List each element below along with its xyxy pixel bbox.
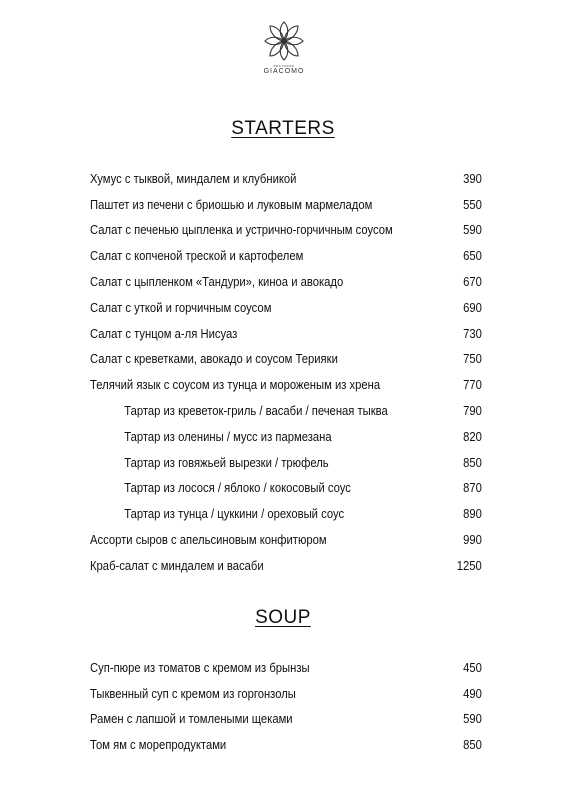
menu-item-price: 730 [463,326,482,341]
menu-item-name: Тыквенный суп с кремом из горгонзолы [90,686,296,701]
menu-item [90,501,482,527]
soup-heading: SOUP [255,607,311,628]
menu-item [90,295,482,321]
menu-item-price: 590 [463,223,482,238]
menu-item-name: Краб-салат с миндалем и васаби [90,558,264,573]
menu-item-price: 850 [463,455,482,470]
logo-brand-name: GIACOMO [263,68,305,75]
menu-item-price: 490 [463,686,482,701]
menu-item-name: Салат с креветками, авокадо и соусом Терияки [90,352,338,367]
menu-item-name: Салат с тунцом а-ля Нисуаз [90,326,238,341]
menu-item-price: 1250 [456,558,482,573]
restaurant-logo [258,18,310,88]
menu-item [90,553,482,579]
menu-item-name: Тартар из креветок-гриль / васаби / печеная тыква [124,404,388,419]
soup-menu-list [90,655,482,758]
menu-item-price: 890 [463,507,482,522]
menu-item [90,218,482,244]
menu-item [90,655,482,681]
menu-item-name: Хумус с тыквой, миндалем и клубникой [90,171,297,186]
menu-item-price: 750 [463,352,482,367]
menu-item [90,372,482,398]
menu-item [90,450,482,476]
menu-item-price: 450 [463,660,482,675]
menu-item [90,732,482,758]
menu-item [90,166,482,192]
menu-item-price: 390 [463,171,482,186]
menu-item-price: 590 [463,712,482,727]
menu-item-price: 820 [463,429,482,444]
menu-item-price: 990 [463,533,482,548]
menu-item-name: Салат с печенью цыпленка и устрично-горчичным соусом [90,223,393,238]
menu-item-price: 690 [463,300,482,315]
menu-item-price: 670 [463,275,482,290]
menu-item-name: Салат с цыпленком «Тандури», киноа и авокадо [90,275,344,290]
menu-item [90,707,482,733]
menu-item-name: Телячий язык с соусом из тунца и мороженым из хрена [90,378,381,393]
menu-item-name: Тартар из тунца / цуккини / ореховый соус [124,507,345,522]
menu-item [90,681,482,707]
menu-item-name: Том ям с морепродуктами [90,738,227,753]
menu-item [90,347,482,373]
menu-item-name: Паштет из печени с бриошью и луковым мармеладом [90,197,373,212]
menu-item-name: Тартар из говяжьей вырезки / трюфель [124,455,329,470]
starters-menu-list [90,166,482,579]
menu-item-name: Суп-пюре из томатов с кремом из брынзы [90,660,310,675]
menu-item-name: Тартар из лосося / яблоко / кокосовый соус [124,481,351,496]
menu-item-price: 650 [463,249,482,264]
menu-item [90,243,482,269]
menu-item-price: 850 [463,738,482,753]
floral-ornament-icon [261,18,307,64]
menu-item [90,192,482,218]
logo-tagline: РЕСТОРАН [273,64,295,68]
menu-item-name: Рамен с лапшой и томлеными щеками [90,712,293,727]
menu-item-price: 790 [463,404,482,419]
menu-item-name: Тартар из оленины / мусс из пармезана [124,429,332,444]
menu-item-name: Ассорти сыров с апельсиновым конфитюром [90,533,327,548]
menu-item [90,424,482,450]
menu-item-name: Салат с уткой и горчичным соусом [90,300,272,315]
menu-item-price: 770 [463,378,482,393]
menu-item-name: Салат с копченой треской и картофелем [90,249,304,264]
menu-item [90,476,482,502]
menu-item [90,321,482,347]
menu-item-price: 550 [463,197,482,212]
starters-heading: STARTERS [231,118,335,139]
menu-item [90,527,482,553]
menu-item [90,269,482,295]
menu-item [90,398,482,424]
menu-item-price: 870 [463,481,482,496]
